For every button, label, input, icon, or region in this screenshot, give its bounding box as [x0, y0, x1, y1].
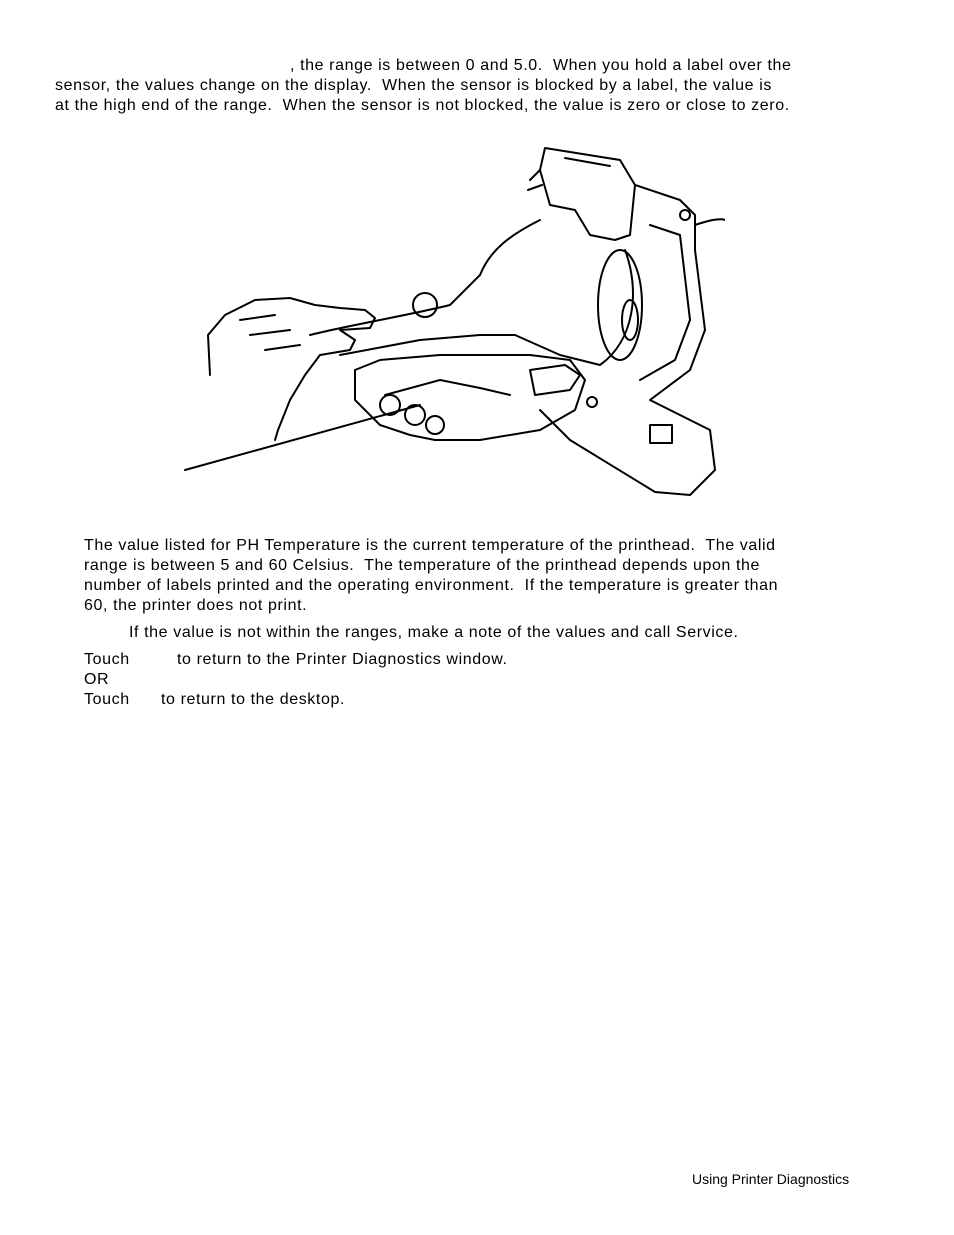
printer-drawing: [180, 140, 725, 505]
step-touch-2-label: Touch: [84, 691, 130, 708]
connector-port: [650, 425, 672, 443]
gear-roller: [413, 293, 437, 317]
intro-line-2: sensor, the values change on the display. When the sensor is blocked by a label, the value is: [55, 77, 772, 94]
ph-temp-line-3: number of labels printed and the operating environment. If the temperature is greater than: [84, 577, 779, 594]
intro-line-3: at the high end of the range. When the sensor is not blocked, the value is zero or close to zero.: [55, 97, 790, 114]
hand-fingers: [240, 315, 300, 350]
page-footer: Using Printer Diagnostics: [692, 1171, 850, 1187]
printer-sensor-illustration: [180, 140, 725, 505]
step-touch-2-text: to return to the desktop.: [161, 691, 345, 708]
label-strip-bottom: [340, 250, 633, 365]
hand-outline: [208, 298, 375, 440]
ph-temp-line-4: 60, the printer does not print.: [84, 597, 308, 614]
step-or: OR: [84, 671, 110, 688]
latch: [530, 365, 580, 395]
screw-hole-bottom: [587, 397, 597, 407]
step-touch-1-label: Touch: [84, 651, 130, 668]
platen-edge: [385, 380, 510, 395]
service-note: If the value is not within the ranges, make a note of the values and call Service.: [129, 624, 739, 641]
cable: [695, 219, 725, 225]
screw-hole-top: [680, 210, 690, 220]
handle-grip: [640, 225, 690, 380]
roller-3: [426, 416, 444, 434]
ph-temp-line-1: The value listed for PH Temperature is the current temperature of the printhead. The valid: [84, 537, 776, 554]
sensor-leader-line: [185, 405, 420, 470]
step-touch-1-text: to return to the Printer Diagnostics window.: [177, 651, 508, 668]
ph-temp-line-2: range is between 5 and 60 Celsius. The temperature of the printhead depends upon the: [84, 557, 761, 574]
printhead-slot: [565, 158, 610, 166]
intro-line-1: , the range is between 0 and 5.0. When you hold a label over the: [290, 57, 792, 74]
